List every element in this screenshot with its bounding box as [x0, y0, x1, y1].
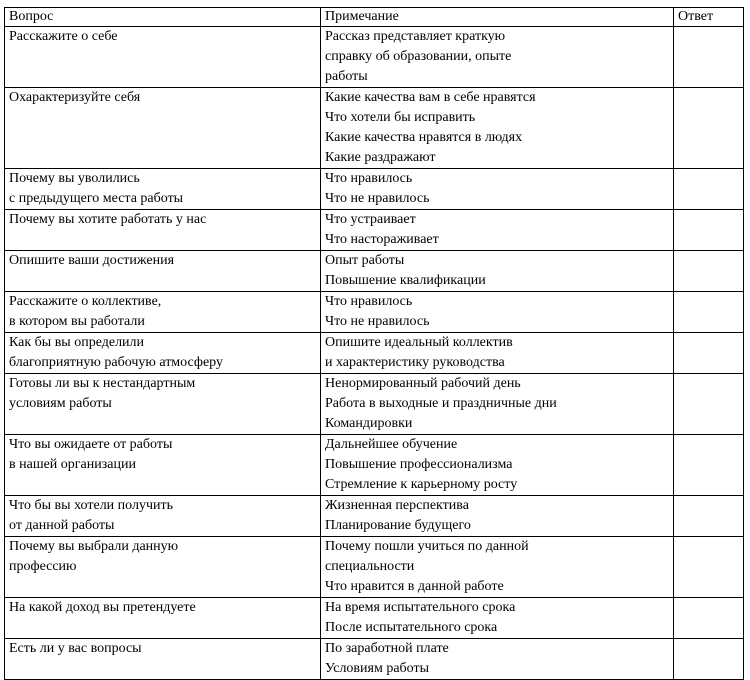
- note-text: работы: [325, 69, 368, 84]
- answer-column-header: Ответ: [674, 8, 744, 27]
- header-row: [5, 8, 744, 27]
- note-cell: [321, 169, 674, 210]
- question-cell: [5, 27, 321, 88]
- question-text: Почему вы хотите работать у нас: [9, 212, 207, 227]
- note-cell: [321, 374, 674, 435]
- note-text: Ненормированный рабочий день: [325, 376, 521, 391]
- note-text: Какие раздражают: [325, 150, 436, 165]
- note-text: Что не нравилось: [325, 314, 430, 329]
- note-text: Что устраивает: [325, 212, 416, 227]
- note-text: Опыт работы: [325, 253, 405, 268]
- note-cell: [321, 598, 674, 639]
- answer-cell[interactable]: [674, 598, 744, 639]
- question-text: Расскажите о коллективе,: [9, 294, 162, 309]
- note-cell: [321, 88, 674, 169]
- note-text: Командировки: [325, 416, 413, 431]
- note-text: Что нравилось: [325, 171, 413, 186]
- note-text: Работа в выходные и праздничные дни: [325, 396, 557, 411]
- table-row: [5, 639, 744, 680]
- question-text: благоприятную рабочую атмосферу: [9, 355, 223, 370]
- answer-cell[interactable]: [674, 27, 744, 88]
- table-row: [5, 169, 744, 210]
- question-text: Готовы ли вы к нестандартным: [9, 376, 196, 391]
- interview-table: [4, 7, 744, 680]
- note-text: Жизненная перспектива: [325, 498, 469, 513]
- question-text: Как бы вы определили: [9, 335, 145, 350]
- question-cell: [5, 598, 321, 639]
- question-cell: [5, 333, 321, 374]
- note-text: Стремление к карьерному росту: [325, 477, 518, 492]
- note-text: Какие качества нравятся в людях: [325, 130, 523, 145]
- note-text: Что не нравилось: [325, 191, 430, 206]
- note-text: Что нравится в данной работе: [325, 579, 504, 594]
- note-cell: [321, 639, 674, 680]
- question-cell: [5, 210, 321, 251]
- note-text: По заработной плате: [325, 641, 449, 656]
- note-text: Повышение профессионализма: [325, 457, 513, 472]
- note-text: Какие качества вам в себе нравятся: [325, 90, 536, 105]
- note-text: Повышение квалификации: [325, 273, 486, 288]
- table-row: [5, 537, 744, 598]
- question-text: профессию: [9, 559, 77, 574]
- note-cell: [321, 435, 674, 496]
- note-text: Опишите идеальный коллектив: [325, 335, 513, 350]
- answer-cell[interactable]: [674, 435, 744, 496]
- note-text: Условиям работы: [325, 661, 430, 676]
- question-cell: [5, 537, 321, 598]
- question-cell: [5, 374, 321, 435]
- question-text: Есть ли у вас вопросы: [9, 641, 142, 656]
- answer-cell[interactable]: [674, 292, 744, 333]
- note-text: Что настораживает: [325, 232, 439, 247]
- table-body: [5, 27, 744, 680]
- question-text: Что вы ожидаете от работы: [9, 437, 173, 452]
- note-text: Что хотели бы исправить: [325, 110, 476, 125]
- table-row: [5, 88, 744, 169]
- table-row: [5, 333, 744, 374]
- question-text: в котором вы работали: [9, 314, 145, 329]
- note-text: и характеристику руководства: [325, 355, 505, 370]
- answer-cell[interactable]: [674, 169, 744, 210]
- question-cell: [5, 251, 321, 292]
- question-text: с предыдущего места работы: [9, 191, 184, 206]
- answer-cell[interactable]: [674, 374, 744, 435]
- note-cell: [321, 27, 674, 88]
- question-cell: [5, 639, 321, 680]
- answer-cell[interactable]: [674, 333, 744, 374]
- note-cell: [321, 537, 674, 598]
- table-row: [5, 251, 744, 292]
- question-text: Охарактеризуйте себя: [9, 90, 141, 105]
- table-row: [5, 598, 744, 639]
- question-column-header: Вопрос: [5, 8, 321, 27]
- table-row: [5, 374, 744, 435]
- interview-questions-document: [4, 7, 743, 680]
- table-row: [5, 435, 744, 496]
- question-cell: [5, 88, 321, 169]
- question-text: условиям работы: [9, 396, 112, 411]
- note-text: После испытательного срока: [325, 620, 498, 635]
- note-cell: [321, 333, 674, 374]
- question-cell: [5, 496, 321, 537]
- question-text: в нашей организации: [9, 457, 136, 472]
- note-cell: [321, 496, 674, 537]
- question-text: от данной работы: [9, 518, 115, 533]
- answer-cell[interactable]: [674, 210, 744, 251]
- note-cell: [321, 251, 674, 292]
- answer-cell[interactable]: [674, 251, 744, 292]
- question-text: Почему вы выбрали данную: [9, 539, 179, 554]
- note-cell: [321, 292, 674, 333]
- table-row: [5, 292, 744, 333]
- question-text: Что бы вы хотели получить: [9, 498, 174, 513]
- note-text: Что нравилось: [325, 294, 413, 309]
- question-cell: [5, 435, 321, 496]
- question-cell: [5, 292, 321, 333]
- question-text: На какой доход вы претендуете: [9, 600, 196, 615]
- note-column-header: Примечание: [321, 8, 674, 27]
- question-cell: [5, 169, 321, 210]
- answer-cell[interactable]: [674, 537, 744, 598]
- note-text: Почему пошли учиться по данной: [325, 539, 529, 554]
- table-row: [5, 210, 744, 251]
- question-text: Расскажите о себе: [9, 29, 118, 44]
- note-cell: [321, 210, 674, 251]
- note-text: На время испытательного срока: [325, 600, 516, 615]
- answer-cell[interactable]: [674, 639, 744, 680]
- question-text: Почему вы уволились: [9, 171, 140, 186]
- note-text: Дальнейшее обучение: [325, 437, 458, 452]
- note-text: специальности: [325, 559, 415, 574]
- answer-cell[interactable]: [674, 88, 744, 169]
- question-text: Опишите ваши достижения: [9, 253, 175, 268]
- note-text: Планирование будущего: [325, 518, 471, 533]
- table-row: [5, 496, 744, 537]
- answer-cell[interactable]: [674, 496, 744, 537]
- note-text: справку об образовании, опыте: [325, 49, 512, 64]
- note-text: Рассказ представляет краткую: [325, 29, 506, 44]
- table-row: [5, 27, 744, 88]
